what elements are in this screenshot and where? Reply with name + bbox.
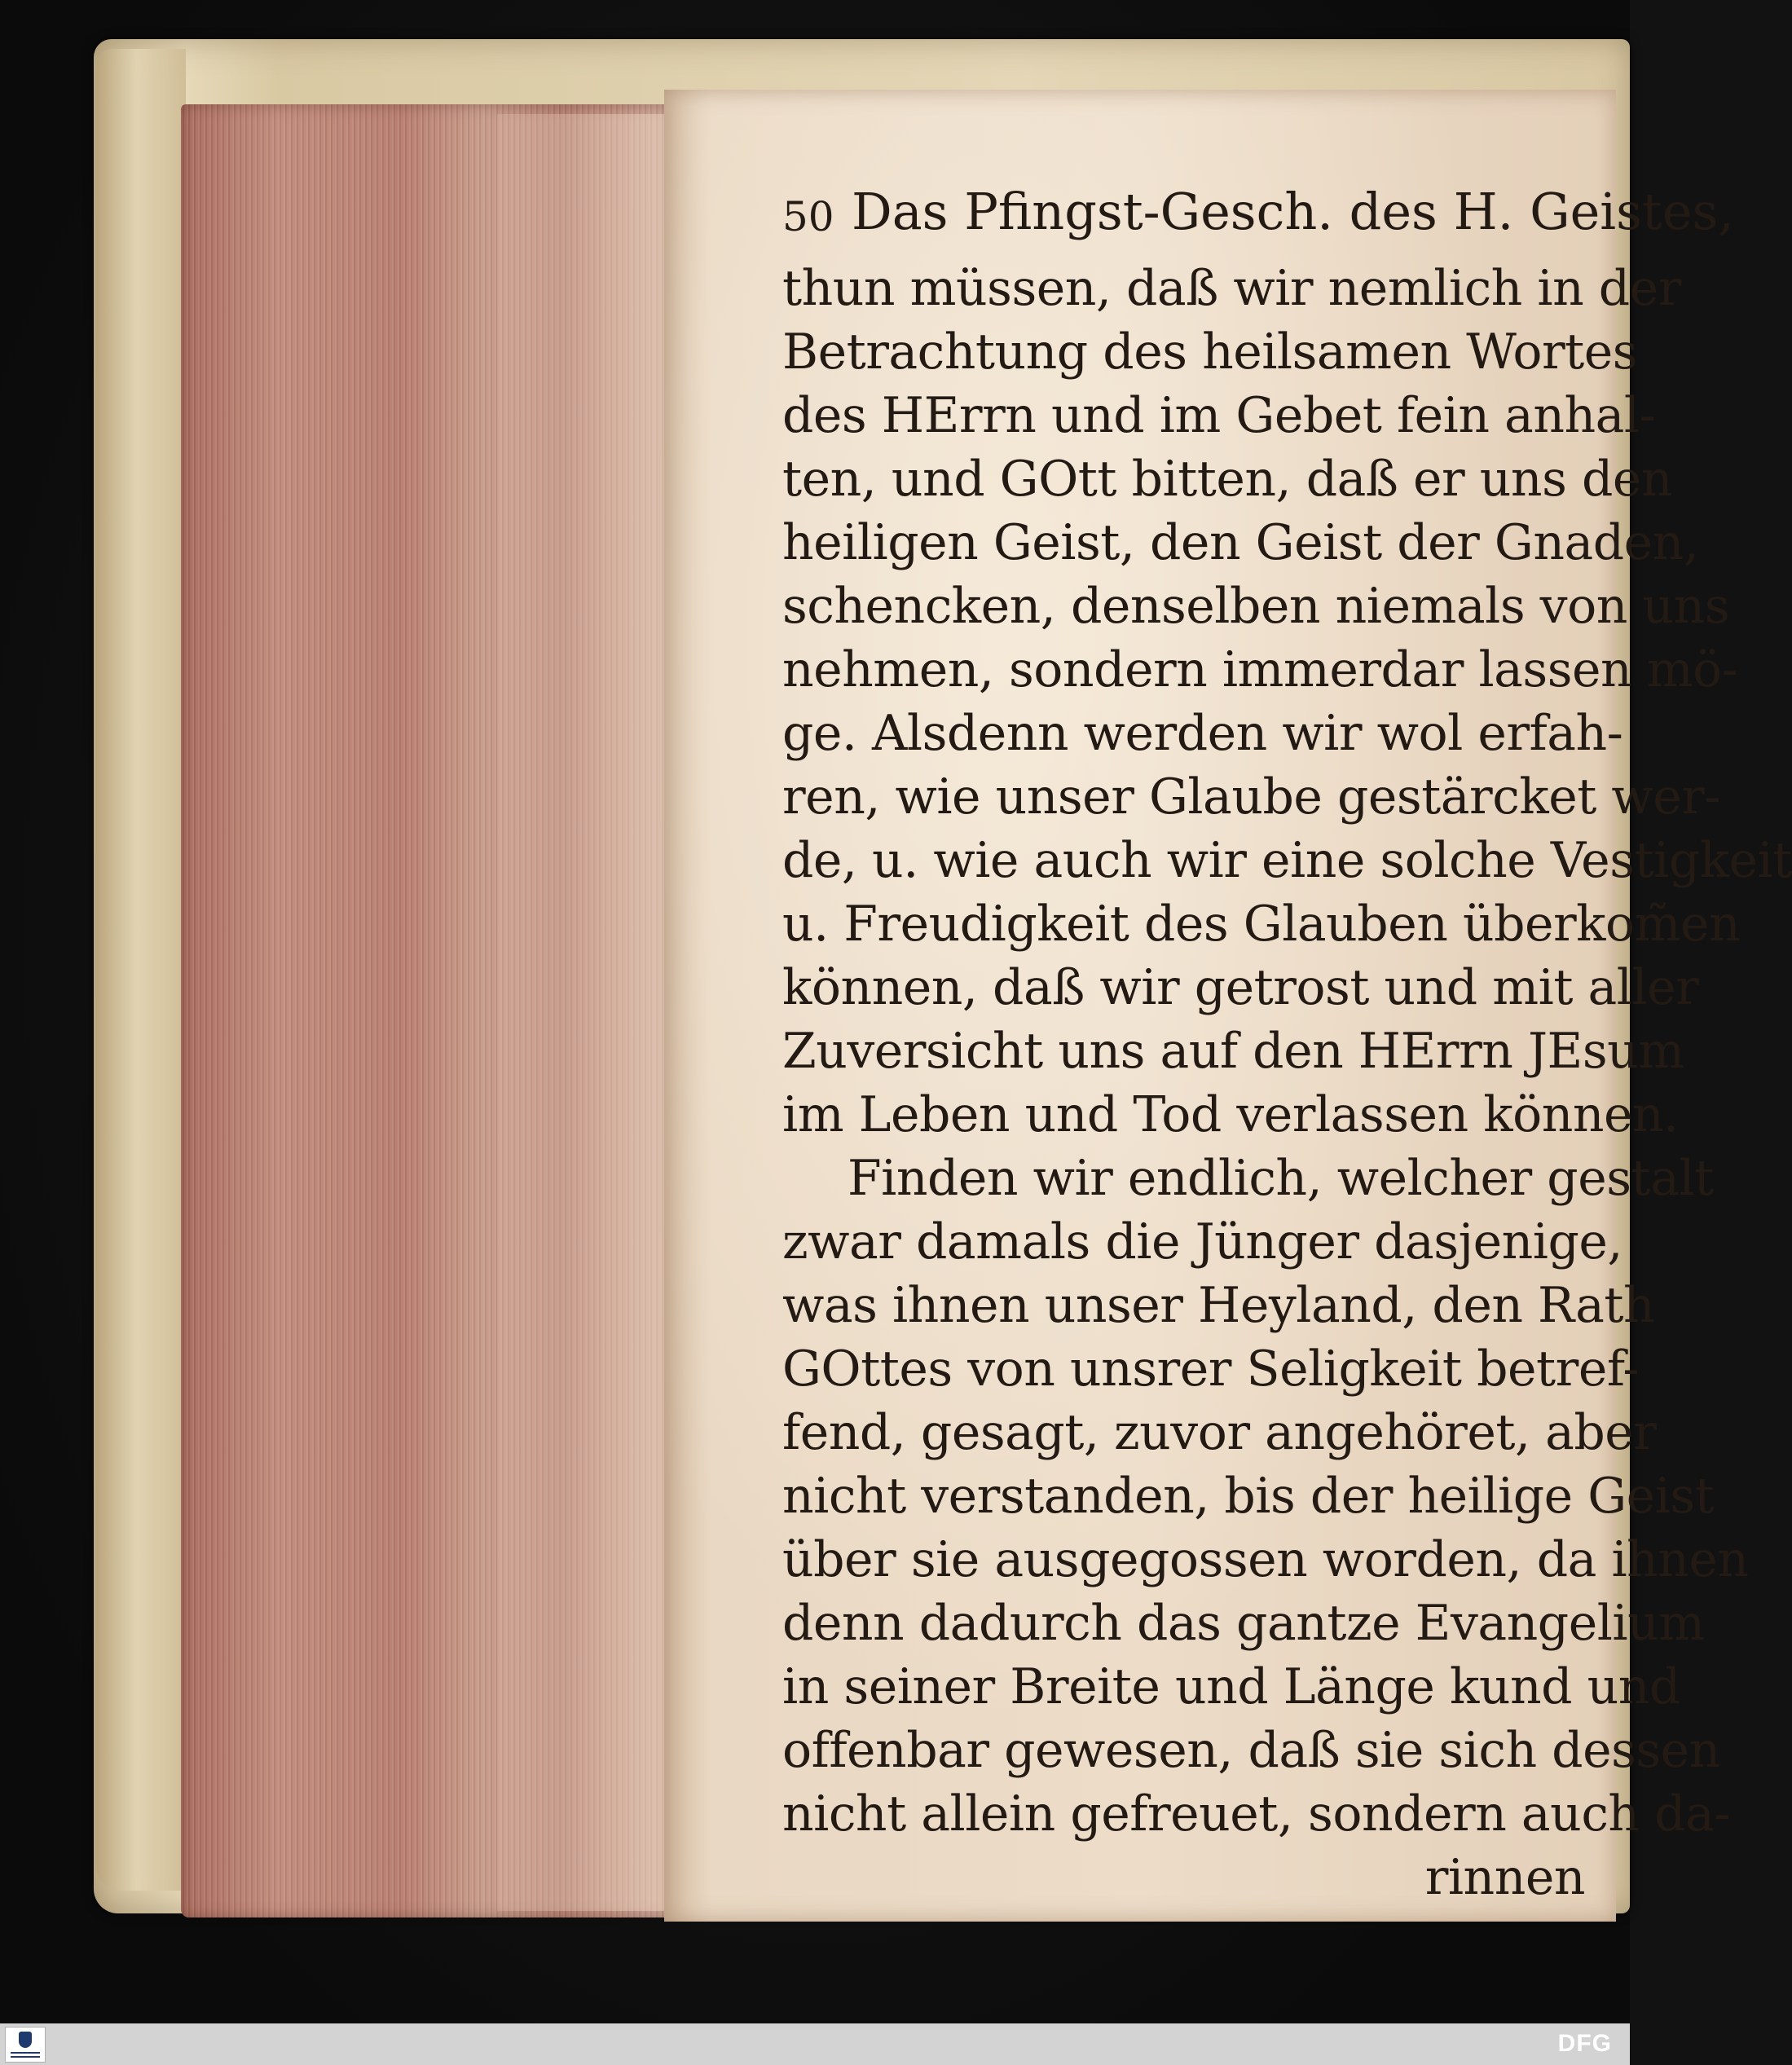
crest-shield-icon <box>19 2032 32 2048</box>
text-line: GOttes von unsrer Seligkeit betref- <box>782 1341 1640 1398</box>
cover-fold <box>96 49 186 1891</box>
viewer-footer-bar <box>0 2023 1630 2065</box>
crest-rule <box>11 2056 40 2058</box>
text-line: in seiner Breite und Länge kund und <box>782 1658 1680 1715</box>
text-line: u. Freudigkeit des Glauben überkom̃en <box>782 896 1741 953</box>
dfg-logo[interactable]: DFG <box>1557 2030 1612 2057</box>
library-crest-icon[interactable] <box>5 2027 46 2063</box>
text-line: offenbar gewesen, daß sie sich dessen <box>782 1722 1720 1779</box>
page-header <box>782 175 1735 249</box>
text-line: thun müssen, daß wir nemlich in der <box>782 260 1681 317</box>
crest-rule <box>11 2052 40 2054</box>
page-edges-highlight <box>497 114 668 1911</box>
text-line: nicht allein gefreuet, sondern auch da- <box>782 1785 1731 1843</box>
text-line: was ihnen unser Heyland, den Rath <box>782 1277 1655 1334</box>
text-line: im Leben und Tod verlassen können. <box>782 1086 1679 1143</box>
text-line: schencken, denselben niemals von uns <box>782 578 1729 635</box>
text-line: über sie ausgegossen worden, da ihnen <box>782 1531 1749 1588</box>
text-line: Finden wir endlich, welcher gestalt <box>848 1150 1714 1207</box>
text-line: zwar damals die Jünger dasjenige, <box>782 1213 1622 1270</box>
text-line: nehmen, sondern immerdar lassen mö- <box>782 641 1738 698</box>
running-head: Das Pfingst-Gesch. des H. Geistes, <box>852 182 1735 241</box>
text-line: können, daß wir getrost und mit aller <box>782 959 1699 1016</box>
text-line: denn dadurch das gantze Evangelium <box>782 1595 1705 1652</box>
text-line: nicht verstanden, bis der heilige Geist <box>782 1468 1715 1525</box>
text-line: ge. Alsdenn werden wir wol erfah- <box>782 705 1623 762</box>
text-line: fend, gesagt, zuvor angehöret, aber <box>782 1404 1657 1461</box>
text-line: Betrachtung des heilsamen Wortes <box>782 324 1638 381</box>
text-line: ten, und GOtt bitten, daß er uns den <box>782 451 1672 508</box>
text-line: heiligen Geist, den Geist der Gnaden, <box>782 514 1699 571</box>
text-line: des HErrn und im Gebet fein anhal- <box>782 387 1656 444</box>
catchword: rinnen <box>1424 1849 1585 1906</box>
text-block <box>782 175 1792 1906</box>
book-page <box>664 90 1792 1922</box>
text-line: Zuversicht uns auf den HErrn JEsum <box>782 1023 1684 1080</box>
page-number: 50 <box>782 193 834 240</box>
text-line: de, u. wie auch wir eine solche Vestigkeit <box>782 832 1792 889</box>
text-line: ren, wie unser Glaube gestärcket wer- <box>782 768 1721 826</box>
